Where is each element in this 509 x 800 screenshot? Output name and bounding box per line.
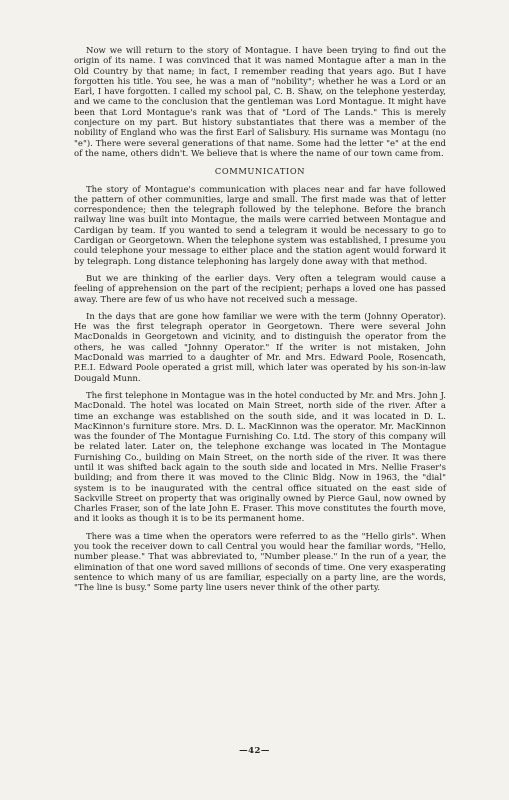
- paragraph-johnny-operator: In the days that are gone how familiar we were with the term (Johnny Operator). He was the first telegraph operator in Georgetown. There were several John MacDonalds in Georgetown and vicinity, and to distinguish the operator from the others, he was called "Johnny Operator." If the writer is not mistaken, John MacDonald was married to a daughter of Mr. and Mrs. Edward Poole, Rosencath, P.E.I. Edward Poole operated a grist mill, which later was operated by his son-in-law Dougald Munn.: [74, 311, 446, 384]
- paragraph-communication-history: The story of Montague's communication with places near and far have followed the pattern of other communities, large and small. The first made was that of letter correspondence; then the telegraph followed by the telephone. Before the branch railway line was built into Montague, the mails were carried between Montague and Cardigan by team. If you wanted to send a telegram it would be necessary to go to Cardigan or Georgetown. When the telephone system was established, I presume you could telephone your message to either place and the station agent would forward it by telegraph. Long distance telephoning has largely done away with that method.: [74, 184, 446, 267]
- paragraph-telegram-apprehension: But we are thinking of the earlier days. Very often a telegram would cause a feeling of apprehension on the part of the recipient; perhaps a loved one has passed away. There are few of us who have not received such a message.: [74, 273, 446, 305]
- paragraph-first-telephone: The first telephone in Montague was in the hotel conducted by Mr. and Mrs. John J. MacDonald. The hotel was located on Main Street, north side of the river. After a time an exchange was established on the south side, and it was located in D. L. MacKinnon's furniture store. Mrs. D. L. MacKinnon was the operator. Mr. MacKinnon was the founder of The Montague Furnishing Co. Ltd. The story of this company will be related later. Later on, the telephone exchange was located in The Montague Furnishing Co., building on Main Street, on the north side of the river. It was there until it was shifted back again to the south side and located in Mrs. Nellie Fraser's building; and from there it was moved to the Clinic Bldg. Now in 1963, the "dial" system is to be inaugurated with the central office situated on the east side of Sackville Street on property that was originally owned by Pierce Gaul, now owned by Charles Fraser, son of the late John E. Fraser. This move constitutes the fourth move, and it looks as though it is to be its permanent home.: [74, 390, 446, 525]
- paragraph-origin-of-name: Now we will return to the story of Montague. I have been trying to find out the origin of its name. I was convinced that it was named Montague after a man in the Old Country by that name; in fact, I remember reading that years ago. But I have forgotten his title. You see, he was a man of "nobility"; whether he was a Lord or an Earl, I have forgotten. I called my school pal, C. B. Shaw, on the telephone yesterday, and we came to the conclusion that the gentleman was Lord Montague. It might have been that Lord Montague's rank was that of "Lord of The Lands." This is merely conjecture on my part. But history substantiates that there was a member of the nobility of England who was the first Earl of Salisbury. His surname was Montagu (no "e"). There were several generations of that name. Some had the letter "e" at the end of the name, others didn't. We believe that is where the name of our town came from.: [74, 46, 446, 159]
- paragraph-hello-girls: There was a time when the operators were referred to as the "Hello girls". When you took the receiver down to call Central you would hear the familiar words, "Hello, number please." That was abbreviated to, "Number please." In the run of a year, the elimination of that one word saved millions of seconds of time. One very exasperating sentence to which many of us are familiar, especially on a party line, are the words, "The line is busy." Some party line users never think of the other party.: [74, 531, 446, 594]
- section-heading-communication: COMMUNICATION: [214, 166, 306, 177]
- page-number: —42—: [239, 746, 270, 756]
- body-text: [74, 46, 446, 594]
